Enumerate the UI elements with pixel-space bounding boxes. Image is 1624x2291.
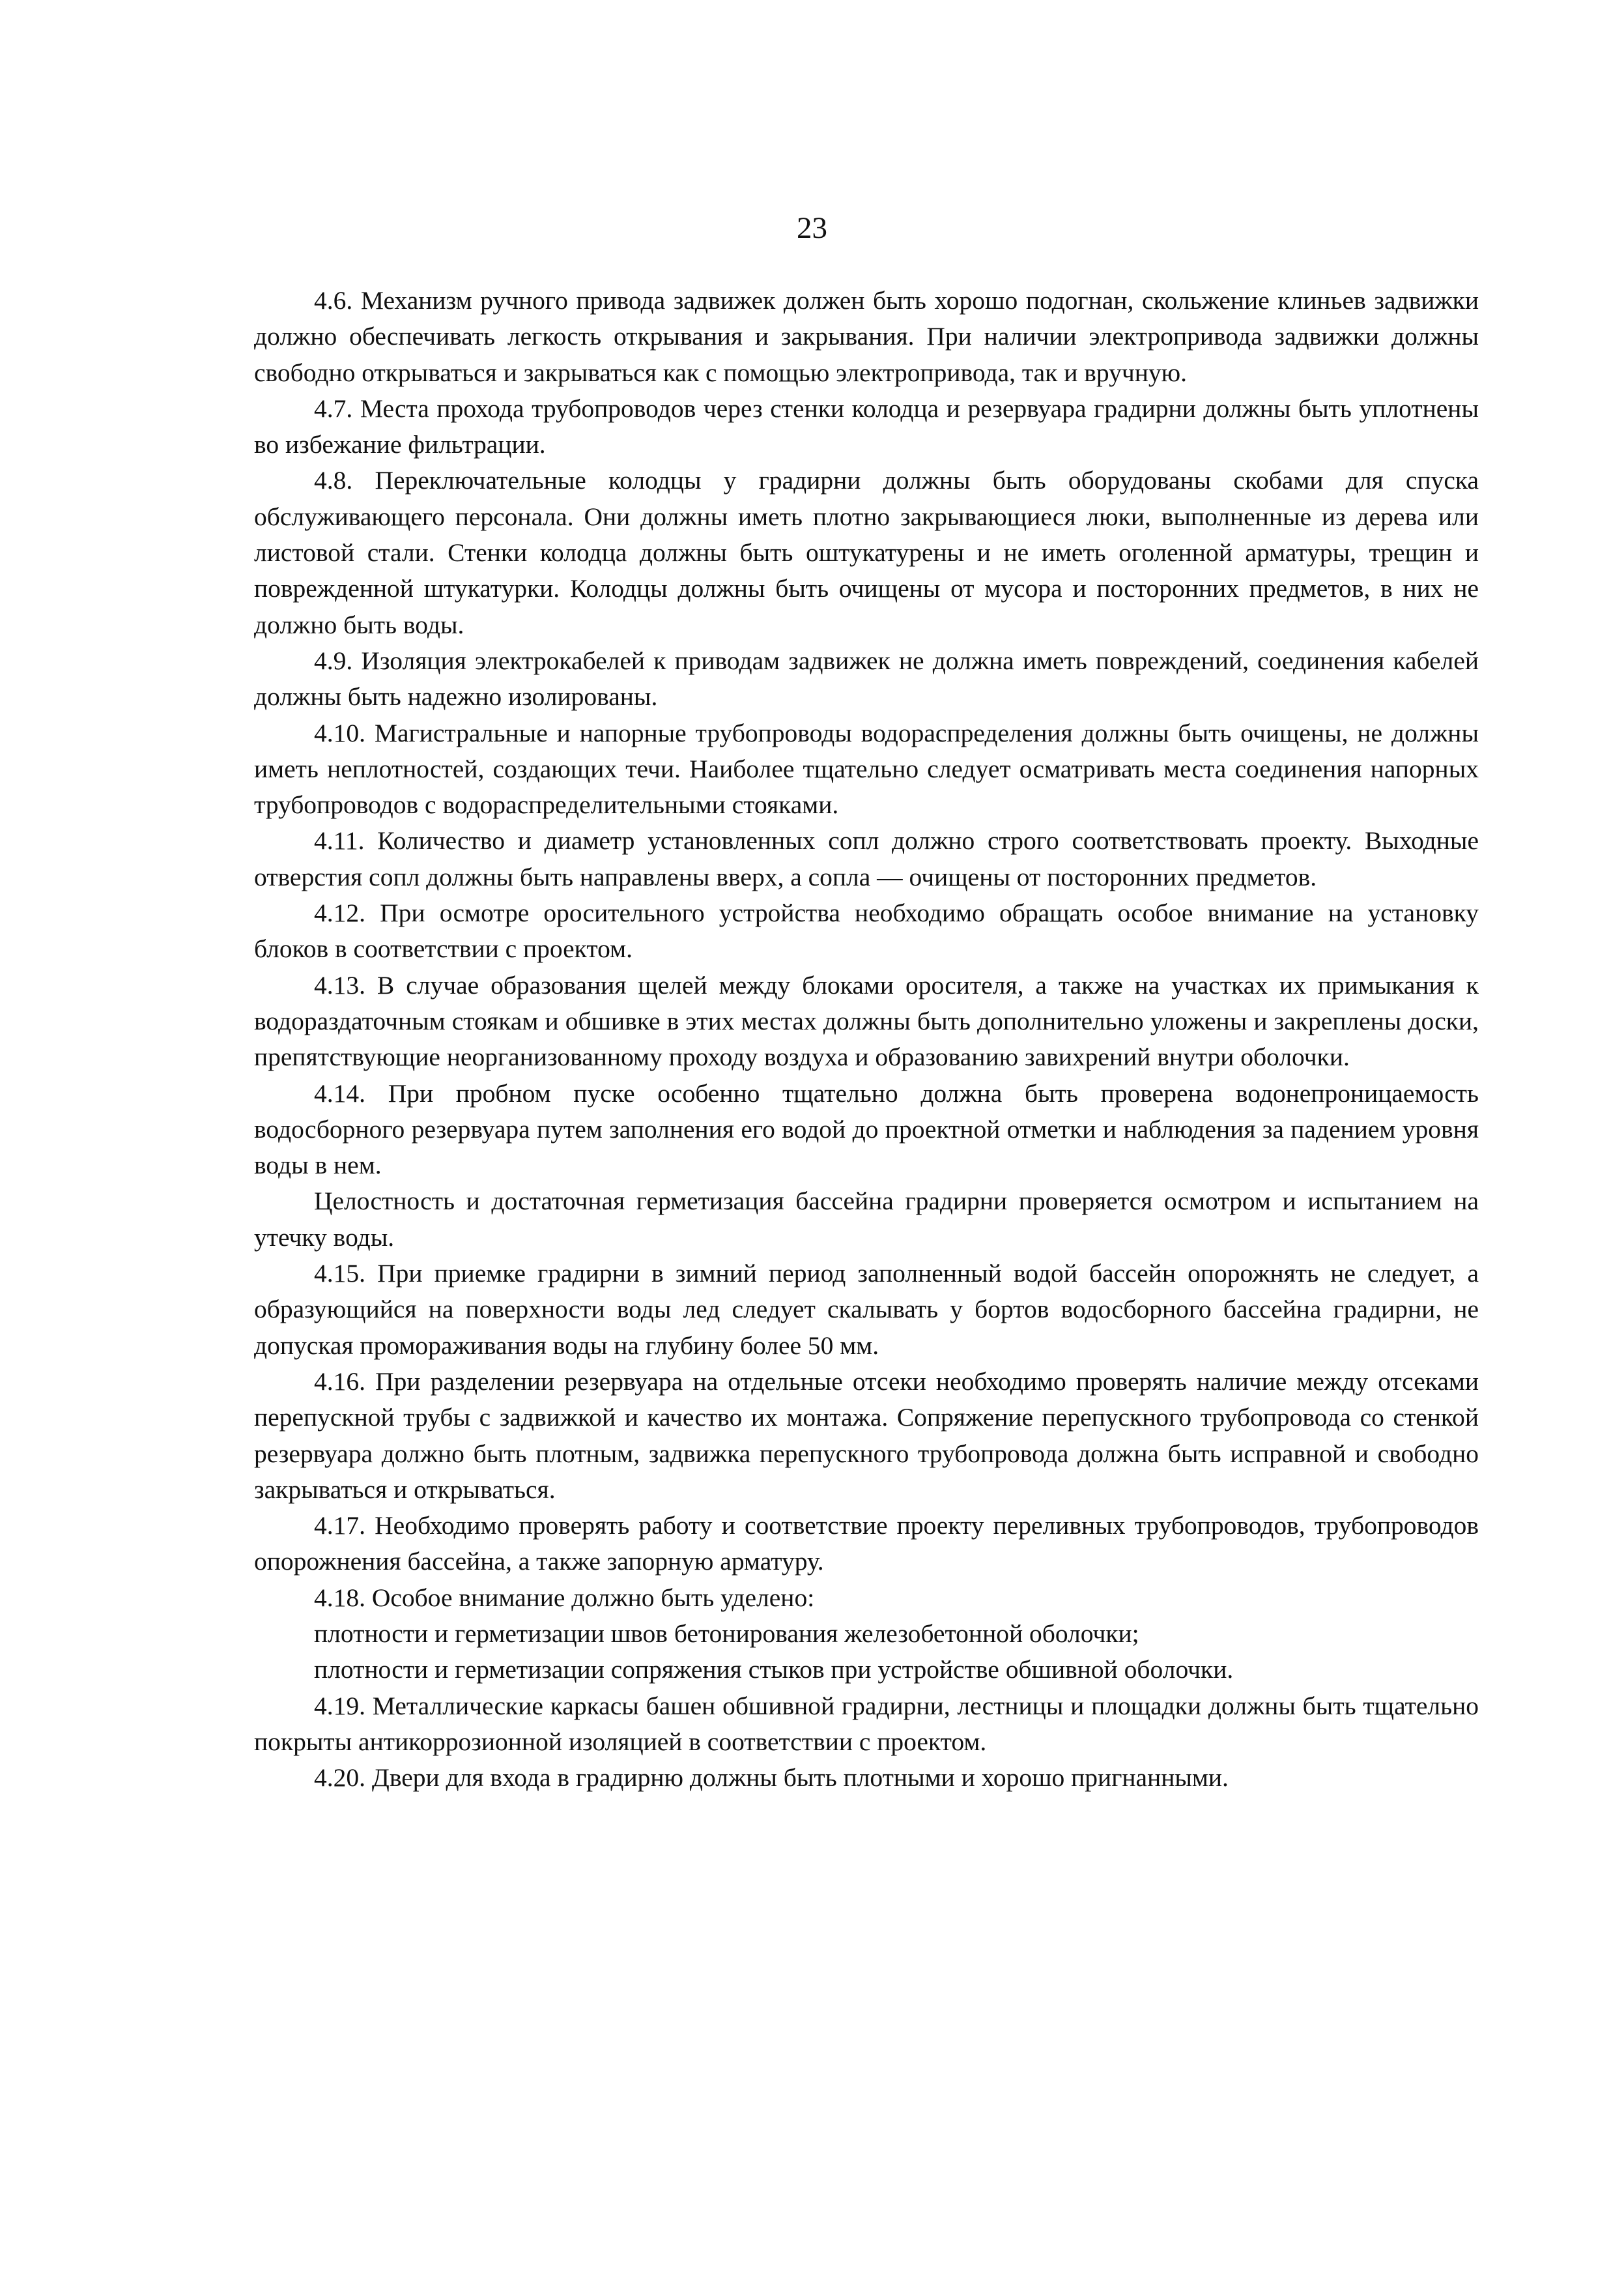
paragraph-4-18-item-1: плотности и герметизации швов бетонирования железобетонной оболочки; [314, 1619, 1139, 1648]
paragraph-4-14: 4.14. При пробном пуске особенно тщательно должна быть проверена водонепроницаемость водосборного резервуара путем заполнения его водой до проектной отметки и наблюдения за падением уровня воды в нем. [254, 1078, 1479, 1180]
paragraph-4-18-item-2: плотности и герметизации сопряжения стыков при устройстве обшивной оболочки. [314, 1655, 1234, 1684]
paragraph-4-11: 4.11. Количество и диаметр установленных сопл должно строго соответствовать проекту. Выходные отверстия сопл должны быть направлены вверх, а сопла — очищены от посторонних предметов. [254, 826, 1479, 891]
paragraph-4-9: 4.9. Изоляция электрокабелей к приводам задвижек не должна иметь повреждений, соединения кабелей должны быть надежно изолированы. [254, 646, 1479, 712]
page-number: 23 [797, 211, 827, 245]
paragraph-4-13: 4.13. В случае образования щелей между блоками оросителя, а также на участках их примыкания к водораздаточным стоякам и обшивке в этих местах должны быть дополнительно уложены и закреплены доски, препятствующие неорганизованному проходу воздуха и образованию завихрений внутри оболочки. [254, 970, 1479, 1072]
paragraph-4-16: 4.16. При разделении резервуара на отдельные отсеки необходимо проверять наличие между отсеками перепускной трубы с задвижкой и качество их монтажа. Сопряжение перепускного трубопровода со стенкой резервуара должно быть плотным, задвижка перепускного трубопровода должна быть исправной и свободно закрываться и открываться. [254, 1366, 1479, 1504]
paragraph-4-8: 4.8. Переключательные колодцы у градирни должны быть оборудованы скобами для спуска обслуживающего персонала. Они должны иметь плотно закрывающиеся люки, выполненные из дерева или листовой стали. Стенки колодца должны быть оштукатурены и не иметь оголенной арматуры, трещин и поврежденной штукатурки. Колодцы должны быть очищены от мусора и посторонних предметов, в них не должно быть воды. [254, 466, 1479, 639]
paragraph-4-18: 4.18. Особое внимание должно быть уделено: [314, 1583, 815, 1612]
paragraph-4-14-continued: Целостность и достаточная герметизация бассейна градирни проверяется осмотром и испытанием на утечку воды. [254, 1187, 1479, 1252]
document-body [254, 283, 1479, 1796]
paragraph-4-20: 4.20. Двери для входа в градирню должны быть плотными и хорошо пригнанными. [314, 1763, 1229, 1793]
paragraph-4-15: 4.15. При приемке градирни в зимний период заполненный водой бассейн опорожнять не следует, а образующийся на поверхности воды лед следует скалывать у бортов водосборного бассейна градирни, не допуская промораживания воды на глубину более 50 мм. [254, 1259, 1479, 1360]
paragraph-4-12: 4.12. При осмотре оросительного устройства необходимо обращать особое внимание на установку блоков в соответствии с проектом. [254, 899, 1479, 964]
paragraph-4-17: 4.17. Необходимо проверять работу и соответствие проекту переливных трубопроводов, трубопроводов опорожнения бассейна, а также запорную арматуру. [254, 1511, 1479, 1576]
paragraph-4-7: 4.7. Места прохода трубопроводов через стенки колодца и резервуара градирни должны быть уплотнены во избежание фильтрации. [254, 394, 1479, 459]
paragraph-4-10: 4.10. Магистральные и напорные трубопроводы водораспределения должны быть очищены, не должны иметь неплотностей, создающих течи. Наиболее тщательно следует осматривать места соединения напорных трубопроводов с водораспределительными стояками. [254, 718, 1479, 820]
paragraph-4-6: 4.6. Механизм ручного привода задвижек должен быть хорошо подогнан, скольжение клиньев задвижки должно обеспечивать легкость открывания и закрывания. При наличии электропривода задвижки должны свободно открываться и закрываться как с помощью электропривода, так и вручную. [254, 286, 1479, 387]
paragraph-4-19: 4.19. Металлические каркасы башен обшивной градирни, лестницы и площадки должны быть тщательно покрыты антикоррозионной изоляцией в соответствии с проектом. [254, 1691, 1479, 1756]
